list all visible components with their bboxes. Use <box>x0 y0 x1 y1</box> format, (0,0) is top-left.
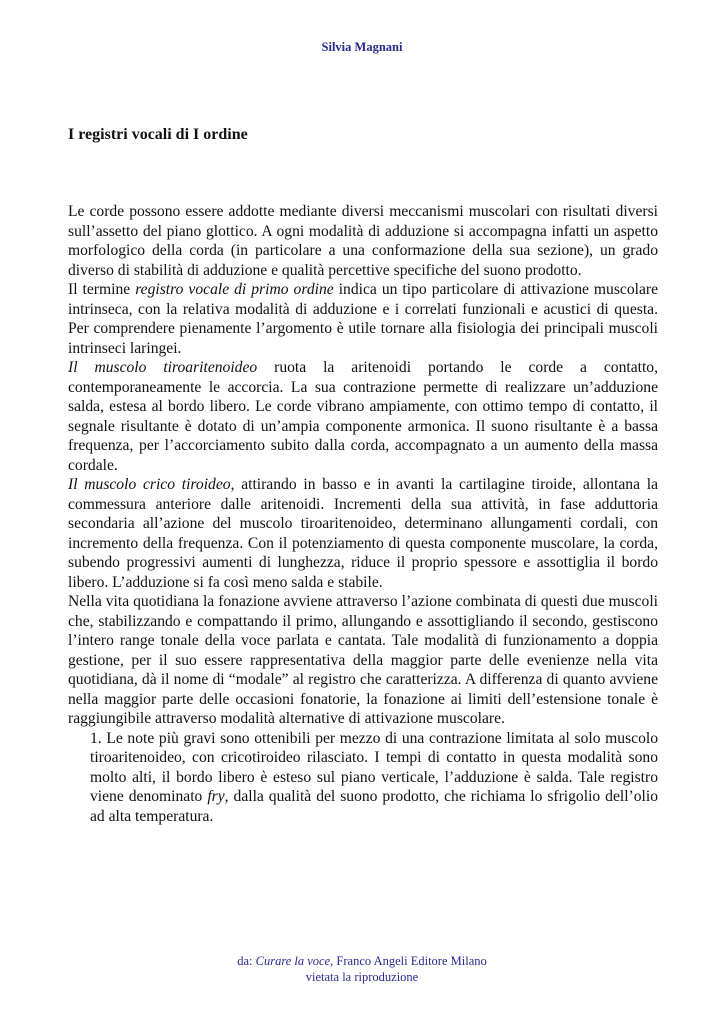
footer-publisher: , Franco Angeli Editore Milano <box>330 954 487 968</box>
footer-source <box>0 953 724 969</box>
paragraph-cricotiroideo <box>68 475 658 592</box>
term-cricotiroideo: Il muscolo crico tiroideo <box>68 476 231 493</box>
list-item-text-rest: , dalla qualità del suono prodotto, che richiama lo sfrigolio dell’olio ad alta temperatura. <box>90 788 658 825</box>
page-header-author: Silvia Magnani <box>321 40 403 54</box>
term-fry: fry <box>207 788 225 805</box>
list-item-text-start: 1. Le note più gravi sono ottenibili per mezzo di una contrazione limitata al solo muscolo tiroaritenoideo, con cricotiroideo rilasciato. I tempi di contatto in questa modalità sono molto alti, il bordo libero è esteso sul piano verticale, l’adduzione è salda. Tale registro viene denominato <box>90 729 658 805</box>
paragraph-definition <box>68 280 658 358</box>
register-list <box>68 729 658 827</box>
page-title: I registri vocali di I ordine <box>68 126 248 143</box>
paragraph-definition-start: Il termine <box>68 281 136 298</box>
paragraph-intro: Le corde possono essere addotte mediante diversi meccanismi muscolari con risultati diversi sull’assetto del piano glottico. A ogni modalità di adduzione si accompagna infatti un aspetto morfologico della corda (in particolare a una conformazione della sua sezione), un grado diverso di stabilità di adduzione e qualità percettive specifiche del suono prodotto. <box>68 203 658 279</box>
footer-notice: vietata la riproduzione <box>305 970 419 984</box>
document-body <box>68 202 658 826</box>
paragraph-definition-rest: indica un tipo particolare di attivazione muscolare intrinseca, con la relativa modalità di adduzione e i correlati funzionali e acustici di questa. Per comprendere pienamente l’argomento è utile tornare alla fisiologia dei principali muscoli intrinseci laringei. <box>68 281 659 357</box>
term-registro-vocale: registro vocale di primo ordine <box>135 281 334 298</box>
list-item <box>68 729 658 827</box>
footer-prefix: da: <box>237 954 256 968</box>
paragraph-modale: Nella vita quotidiana la fonazione avviene attraverso l’azione combinata di questi due muscoli che, stabilizzando e compattando il primo, allungando e assottigliando il secondo, gestiscono l’intero range tonale della voce parlata e cantata. Tale modalità di funzionamento a doppia gestione, per il suo essere rappresentativa della maggior parte delle evenienze nella vita quotidiana, dà il nome di “modale” al registro che caratterizza. A differenza di quanto avviene nella maggior parte delle occasioni fonatorie, la fonazione ai limiti dell’estensione tonale è raggiungibile attraverso modalità alternative di attivazione muscolare. <box>68 593 658 727</box>
term-tiroaritenoideo: Il muscolo tiroaritenoideo <box>68 359 258 376</box>
footer-book-title: Curare la voce <box>255 954 331 968</box>
paragraph-cricotiroideo-rest: , attirando in basso e in avanti la cartilagine tiroide, allontana la commessura anteriore dalle aritenoidi. Incrementi della sua attività, in fase adduttoria secondaria all’azione del muscolo tiroaritenoideo, determinano allungamenti cordali, con incremento della frequenza. Con il potenziamento di questa componente muscolare, la corda, subendo progressivi aumenti di lunghezza, riduce il proprio spessore e assottiglia il bordo libero. L’adduzione si fa così meno salda e stabile. <box>68 476 658 591</box>
page-footer <box>0 953 724 985</box>
paragraph-tiroaritenoideo <box>68 358 658 475</box>
paragraph-tiroaritenoideo-rest: ruota la aritenoidi portando le corde a contatto, contemporaneamente le accorcia. La sua contrazione permette di realizzare un’adduzione salda, estesa al bordo libero. Le corde vibrano ampiamente, con ottimo tempo di contatto, il segnale risultante è dotato di un’ampia componente armonica. Il suono risultante è a bassa frequenza, per l’accorciamento subito dalla corda, accompagnato a un aumento della massa cordale. <box>68 359 659 474</box>
